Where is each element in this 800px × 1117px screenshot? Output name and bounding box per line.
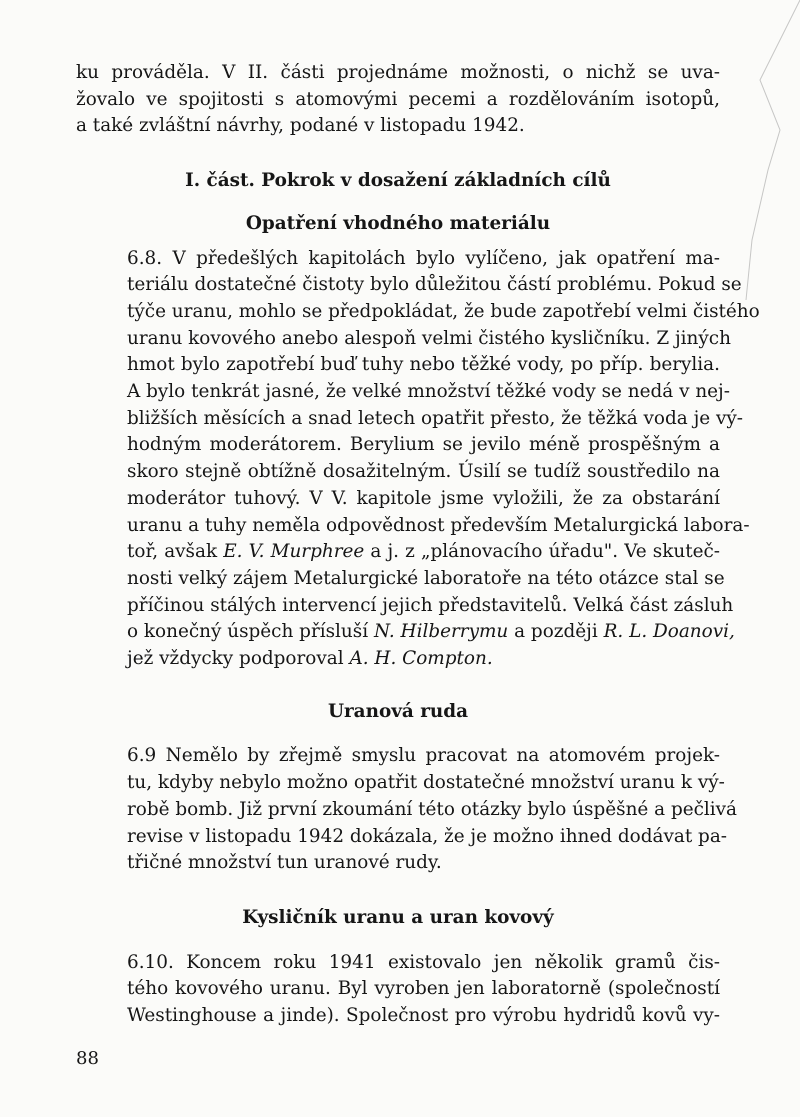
text-line: Westinghouse a jinde). Společnost pro výrobu hydridů kovů vy- — [127, 1005, 720, 1027]
paragraph-6-8 — [76, 246, 760, 673]
page-number: 88 — [76, 1048, 99, 1069]
text-line — [76, 539, 720, 566]
paragraph-6-9 — [76, 743, 738, 877]
part-heading: I. část. Pokrok v dosažení základních cílů — [185, 170, 611, 192]
text-line: moderátor tuhový. V V. kapitole jsme vyložili, že za obstarání — [127, 487, 720, 509]
person-name: A. H. Compton. — [349, 648, 493, 670]
text-line: hodným moderátorem. Berylium se jevilo méně prospěšným a — [127, 434, 720, 456]
text-line: bližších měsících a snad letech opatřit přesto, že těžká voda je vý- — [127, 407, 744, 429]
text-line: tého kovového uranu. Byl vyroben jen laboratorně (společností — [127, 978, 720, 1000]
text-line: skoro stejně obtížně dosažitelným. Úsilí se tudíž soustředilo na — [127, 461, 720, 483]
person-name: R. L. Doanovi, — [603, 621, 735, 643]
text-line: teriálu dostatečné čistoty bylo důležitou částí problému. Pokud se — [127, 274, 742, 296]
text-line: nosti velký zájem Metalurgické laboratoře na této otázce stal se — [127, 567, 725, 589]
body-text — [76, 60, 760, 1030]
text-line: 6.10. Koncem roku 1941 existovalo jen několik gramů čis- — [127, 951, 720, 973]
section-heading-material: Opatření vhodného materiálu — [245, 212, 551, 234]
text-line: ku prováděla. V II. části projednáme možnosti, o nichž se uva- — [76, 62, 720, 83]
paragraph-intro — [76, 60, 720, 140]
text-line: 6.9 Nemělo by zřejmě smyslu pracovat na atomovém projek- — [127, 745, 720, 767]
section-heading-uranium-oxide: Kysličník uranu a uran kovový — [242, 906, 554, 928]
text-line: týče uranu, mohlo se předpokládat, že bude zapotřebí velmi čistého — [127, 300, 760, 322]
text-line: a také zvláštní návrhy, podané v listopadu 1942. — [76, 115, 525, 137]
paragraph-6-10 — [76, 950, 720, 1030]
text-line: příčinou stálých intervencí jejich představitelů. Velká část zásluh — [127, 594, 734, 616]
text-line: revise v listopadu 1942 dokázala, že je možno ihned dodávat pa- — [127, 825, 728, 847]
person-name: N. Hilberrymu — [373, 621, 509, 643]
text-line: robě bomb. Již první zkoumání této otázky bylo úspěšné a pečlivá — [127, 798, 738, 820]
text-line: žovalo ve spojitosti s atomovými pecemi a rozdělováním isotopů, — [76, 88, 720, 110]
text-line — [76, 646, 720, 673]
text-line: uranu a tuhy neměla odpovědnost především Metalurgická labora- — [127, 514, 750, 536]
section-heading-uranium-ore: Uranová ruda — [327, 700, 469, 722]
text-line — [76, 619, 735, 646]
text-run: toř, avšak — [127, 541, 224, 563]
text-run: a později — [508, 621, 604, 643]
text-line: hmot bylo zapotřebí buď tuhy nebo těžké vody, po příp. berylia. — [127, 354, 720, 376]
text-line: A bylo tenkrát jasné, že velké množství těžké vody se nedá v nej- — [127, 381, 730, 403]
text-run: jež vždycky podporoval — [127, 648, 350, 670]
text-run: o konečný úspěch přísluší — [127, 621, 374, 643]
text-run: a j. z „plánovacího úřadu". Ve skuteč- — [364, 541, 721, 563]
text-line: uranu kovového anebo alespoň velmi čistého kysličníku. Z jiných — [127, 327, 731, 349]
person-name: E. V. Murphree — [223, 541, 365, 563]
text-line: 6.8. V předešlých kapitolách bylo vylíčeno, jak opatření ma- — [127, 247, 720, 269]
text-line: tu, kdyby nebylo možno opatřit dostatečné množství uranu k vý- — [127, 772, 725, 794]
text-line: třičné množství tun uranové rudy. — [127, 852, 442, 874]
